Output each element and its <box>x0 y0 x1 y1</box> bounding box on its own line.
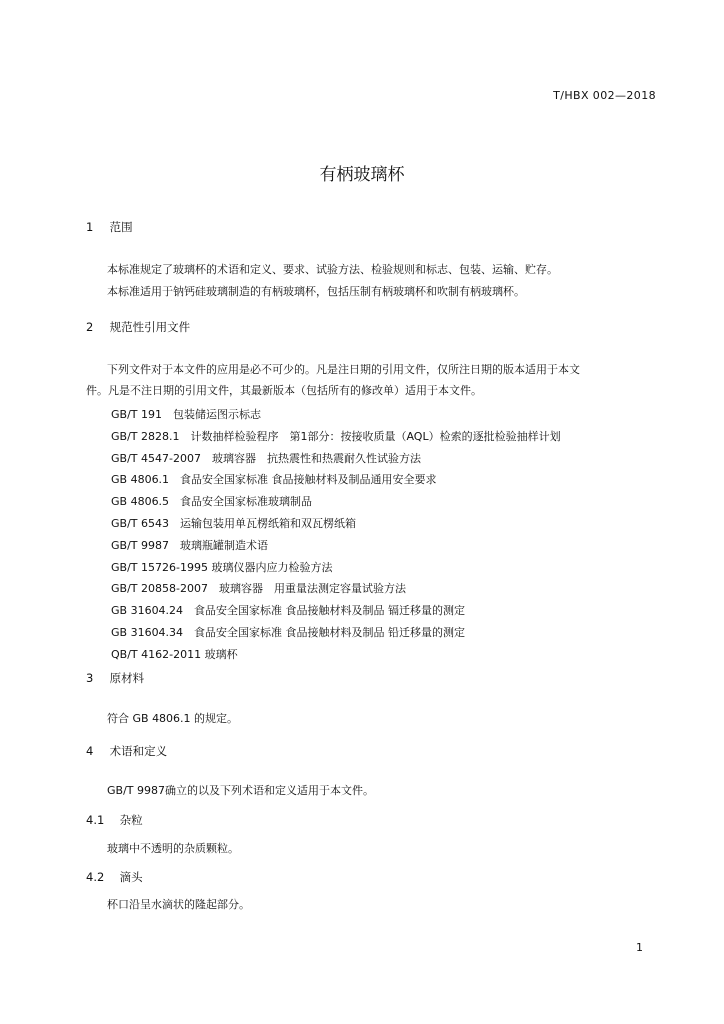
subsection-4-1-heading <box>86 812 143 828</box>
section-title: 原材料 <box>109 671 145 685</box>
section-4-heading <box>86 743 167 759</box>
reference-item: GB 4806.1 食品安全国家标准 食品接触材料及制品通用安全要求 <box>111 473 437 487</box>
paragraph: 下列文件对于本文件的应用是必不可少的。凡是注日期的引用文件，仅所注日期的版本适用于本文 <box>107 363 580 376</box>
section-number: 4.1 <box>86 813 105 827</box>
reference-item: GB 31604.24 食品安全国家标准 食品接触材料及制品 镉迁移量的测定 <box>111 604 466 618</box>
reference-item: GB 4806.5 食品安全国家标准玻璃制品 <box>111 495 313 509</box>
reference-item: GB/T 20858-2007 玻璃容器 用重量法测定容量试验方法 <box>111 582 406 596</box>
paragraph: 符合 GB 4806.1 的规定。 <box>107 712 239 725</box>
section-title: 滴头 <box>119 870 143 884</box>
reference-item: QB/T 4162-2011 玻璃杯 <box>111 647 238 661</box>
page-number: 1 <box>636 941 643 954</box>
section-number: 4 <box>86 744 94 758</box>
document-code: T/HBX 002—2018 <box>553 89 656 102</box>
reference-item: GB/T 191 包装储运图示标志 <box>111 408 261 421</box>
section-number: 2 <box>86 320 94 334</box>
paragraph: GB/T 9987确立的以及下列术语和定义适用于本文件。 <box>107 784 374 797</box>
section-title: 杂粒 <box>119 813 143 827</box>
paragraph: 玻璃中不透明的杂质颗粒。 <box>107 842 239 855</box>
reference-item: GB/T 2828.1 计数抽样检验程序 第1部分：按接收质量（AQL）检索的逐批检验抽样计划 <box>111 429 561 443</box>
section-2-heading <box>86 319 190 335</box>
section-title: 规范性引用文件 <box>109 320 191 334</box>
paragraph: 本标准适用于钠钙硅玻璃制造的有柄玻璃杯，包括压制有柄玻璃杯和吹制有柄玻璃杯。 <box>107 285 525 298</box>
section-number: 3 <box>86 671 94 685</box>
reference-item: GB/T 4547-2007 玻璃容器 抗热震性和热震耐久性试验方法 <box>111 451 421 465</box>
normative-reference-list <box>111 404 561 666</box>
subsection-4-2-heading <box>86 869 143 885</box>
section-title: 范围 <box>109 220 133 234</box>
paragraph: 杯口沿呈水滴状的隆起部分。 <box>107 898 250 911</box>
paragraph: 本标准规定了玻璃杯的术语和定义、要求、试验方法、检验规则和标志、包装、运输、贮存。 <box>107 263 558 276</box>
reference-item: GB 31604.34 食品安全国家标准 食品接触材料及制品 铅迁移量的测定 <box>111 625 466 639</box>
section-1-heading <box>86 219 133 235</box>
section-title: 术语和定义 <box>109 744 168 758</box>
document-title: 有柄玻璃杯 <box>319 165 405 185</box>
section-number: 1 <box>86 220 94 234</box>
reference-item: GB/T 9987 玻璃瓶罐制造术语 <box>111 538 268 552</box>
section-3-heading <box>86 670 144 686</box>
reference-item: GB/T 6543 运输包装用单瓦楞纸箱和双瓦楞纸箱 <box>111 516 356 530</box>
section-number: 4.2 <box>86 870 105 884</box>
paragraph: 件。凡是不注日期的引用文件，其最新版本（包括所有的修改单）适用于本文件。 <box>86 384 482 397</box>
reference-item: GB/T 15726-1995 玻璃仪器内应力检验方法 <box>111 560 333 574</box>
